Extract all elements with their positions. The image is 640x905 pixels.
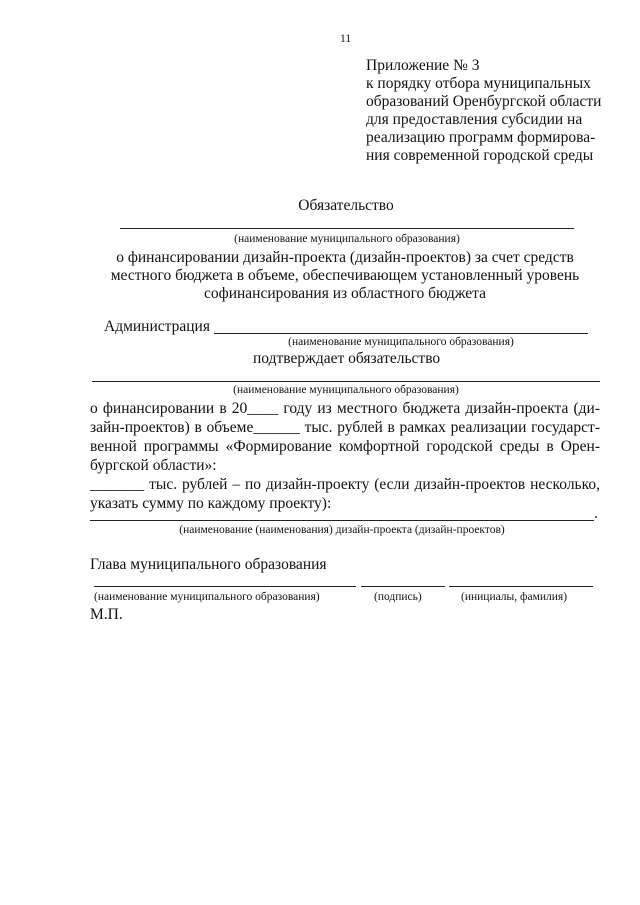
sum-line-1: _______ тыс. рублей – по дизайн-проекту (если дизайн-проектов несколько, <box>90 476 600 493</box>
appendix-line-3: для предоставления субсидии на <box>366 111 583 128</box>
sig-caption-initials: (инициалы, фамилия) <box>461 591 568 603</box>
blank-line-mo-3 <box>92 381 600 382</box>
admin-label: Администрация <box>104 318 210 335</box>
body-line-1: о финансировании в 20____ году из местного бюджета дизайн-проекта (ди- <box>90 400 600 417</box>
blank-line-sig-sign <box>361 586 445 587</box>
intro-line-3: софинансирования из областного бюджета <box>204 285 486 302</box>
stamp-mark: М.П. <box>90 606 123 623</box>
blank-line-sig-mo <box>94 586 356 587</box>
blank-line-project <box>90 520 594 521</box>
body-line-4: бургской области»: <box>90 457 217 474</box>
appendix-title: Приложение № 3 <box>366 57 480 74</box>
appendix-line-2: образований Оренбургской области <box>366 93 602 110</box>
caption-mo-2: (наименование муниципального образования) <box>288 336 514 348</box>
body-line-2: зайн-проектов) в объеме______ тыс. рублей в рамках реализации государст- <box>90 419 600 436</box>
appendix-line-1: к порядку отбора муниципальных <box>366 75 591 92</box>
body-line-3: венной программы «Формирование комфортной городской среды в Орен- <box>90 438 600 455</box>
appendix-line-4: реализацию программ формирова- <box>366 129 596 146</box>
sig-caption-mo: (наименование муниципального образования) <box>94 591 320 603</box>
caption-project: (наименование (наименования) дизайн-проекта (дизайн-проектов) <box>179 524 505 536</box>
confirms-text: подтверждает обязательство <box>253 350 441 367</box>
sig-caption-signature: (подпись) <box>374 591 422 603</box>
head-label: Глава муниципального образования <box>90 556 327 573</box>
blank-line-mo-1 <box>120 228 574 229</box>
page-number: 11 <box>340 33 352 45</box>
sum-line-2: указать сумму по каждому проекту): <box>90 495 332 512</box>
appendix-line-5: ния современной городской среды <box>366 147 594 164</box>
caption-mo-1: (наименование муниципального образования) <box>234 233 460 245</box>
blank-line-admin <box>214 333 588 334</box>
intro-line-2: местного бюджета в объеме, обеспечивающем установленный уровень <box>110 267 580 284</box>
document-heading: Обязательство <box>298 197 394 214</box>
line-end-dot: . <box>594 505 598 522</box>
intro-line-1: о финансировании дизайн-проекта (дизайн-проектов) за счет средств <box>116 249 574 266</box>
blank-line-sig-initials <box>449 586 593 587</box>
caption-mo-3: (наименование муниципального образования) <box>233 384 459 396</box>
